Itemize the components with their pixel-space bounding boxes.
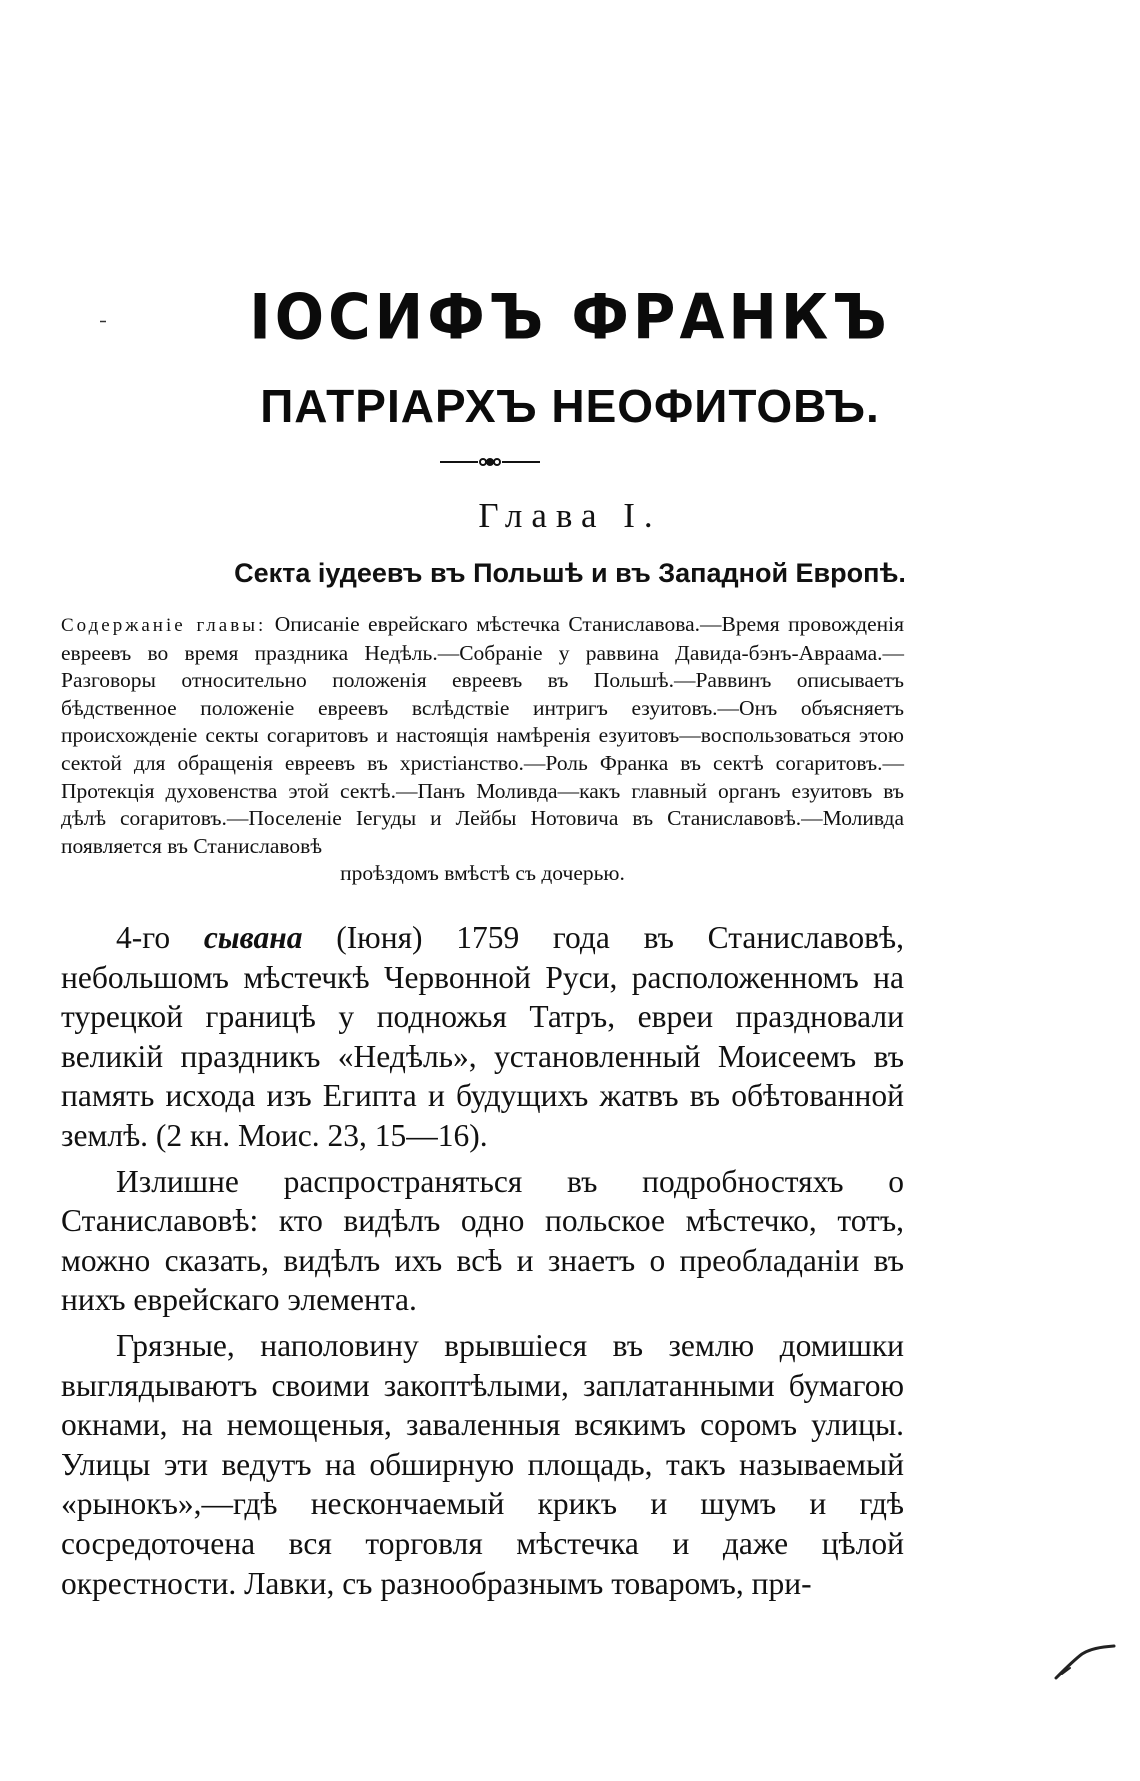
body-text	[61, 918, 904, 1609]
paragraph-1-italic: сывана	[203, 920, 303, 955]
paragraph-1-lead: 4-го	[116, 920, 171, 955]
paragraph-2: Излишне распространяться въ подробностяхъ о Станиславовѣ: кто видѣлъ одно польское мѣстечко, тотъ, можно сказать, видѣлъ ихъ всѣ и знаетъ о преобладаніи въ нихъ еврейскаго элемента.	[61, 1163, 904, 1318]
summary-last-line: проѣздомъ вмѣстѣ съ дочерью.	[340, 861, 625, 886]
summary-paragraph	[61, 611, 904, 860]
summary-label: Содержаніе главы:	[61, 615, 267, 636]
chapter-heading: Глава I.	[478, 496, 662, 535]
book-title: ІОСИФЪ ФРАНКЪ	[249, 280, 891, 354]
paragraph-1	[61, 918, 904, 1156]
book-subtitle: ПАТРІАРХЪ НЕОФИТОВЪ.	[260, 380, 880, 432]
summary-text: Описаніе еврейскаго мѣстечка Станиславова.—Время провожденія евреевъ во время праздника Недѣль.—Собраніе у раввина Давида-бэнъ-Авраама.—Разговоры относительно положенія евреевъ въ Польшѣ.—Раввинъ описываетъ бѣдственное положеніе евреевъ вслѣдствіе интригъ езуитовъ.—Онъ объясняетъ происхожденіе секты согаритовъ и настоящія намѣренія езуитовъ—воспользоваться этою сектой для обращенія евреевъ въ христіанство.—Роль Франка въ сектѣ согаритовъ.—Протекція духовенства этой сектѣ.—Панъ Моливда—какъ главный органъ езуитовъ въ дѣлѣ согаритовъ.—Поселеніе Іегуды и Лейбы Нотовича въ Станиславовѣ.—Моливда появляется въ Станиславовѣ	[61, 612, 904, 858]
pencil-mark	[1052, 1638, 1118, 1682]
chapter-title: Секта іудеевъ въ Польшѣ и въ Западной Европѣ.	[234, 558, 906, 588]
paragraph-3: Грязные, наполовину врывшіеся въ землю домишки выглядываютъ своими закоптѣлыми, заплатанными бумагою окнами, на немощеныя, заваленныя всякимъ соромъ улицы. Улицы эти ведутъ на обширную площадь, такъ называемый «рынокъ»,—гдѣ нескончаемый крикъ и шумъ и гдѣ сосредоточена вся торговля мѣстечка и даже цѣлой окрестности. Лавки, съ разнообразнымъ товаромъ, при-	[61, 1327, 904, 1601]
ornament-divider	[440, 455, 540, 469]
chapter-summary	[61, 611, 904, 888]
paragraph-1-text: (Іюня) 1759 года въ Станиславовѣ, небольшомъ мѣстечкѣ Червонной Руси, расположенномъ на турецкой границѣ у подножья Татръ, евреи праздновали великій праздникъ «Недѣль», установленный Моисеемъ въ память исхода изъ Египта и будущихъ жатвъ въ обѣтованной землѣ. (2 кн. Моис. 23, 15—16).	[61, 920, 905, 1153]
